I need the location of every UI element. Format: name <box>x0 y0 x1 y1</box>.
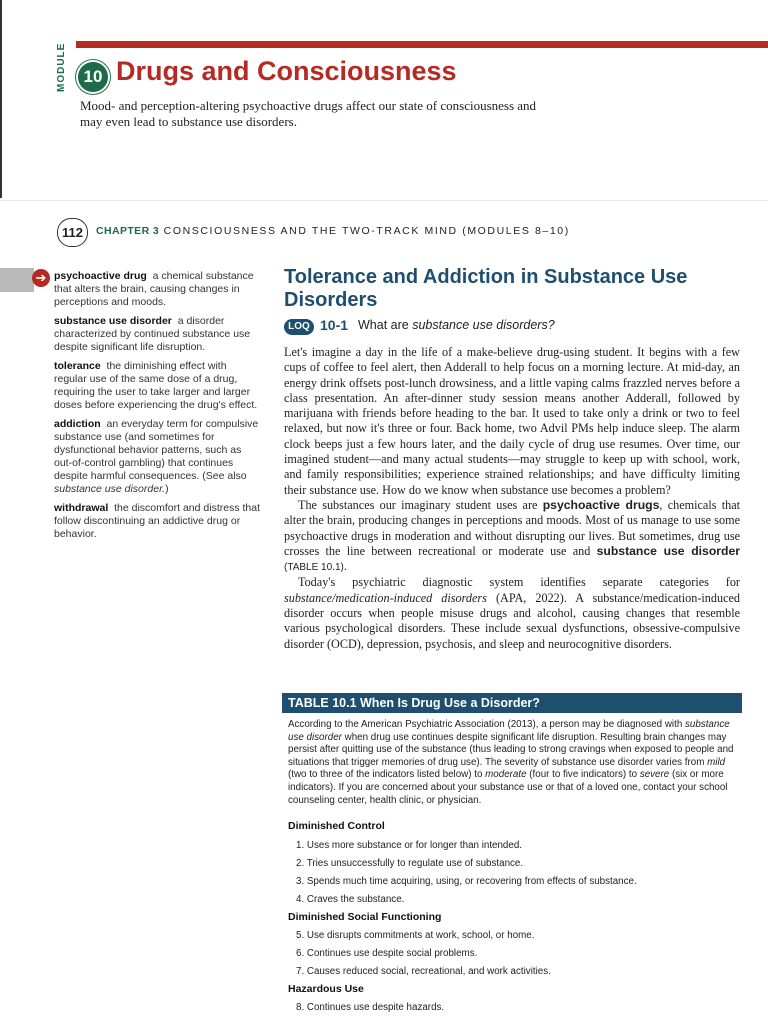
page-divider <box>0 200 768 201</box>
italic-term: moderate <box>485 769 527 781</box>
glossary-definition: the diminishing effect with regular use of the same dose of a drug, requiring the user to take larger and larger doses before experiencing the drug's effect. <box>54 360 258 411</box>
italic-term: mild <box>707 756 726 768</box>
table-criterion: 5. Use disrupts commitments at work, school, or home. <box>296 930 535 941</box>
glossary-entry <box>54 315 260 354</box>
glossary-entry <box>54 360 260 412</box>
glossary-term: substance use disorder <box>54 315 172 327</box>
paragraph <box>284 498 740 575</box>
text-run: (two to three of the indicators listed below) to <box>288 769 483 781</box>
glossary-term: withdrawal <box>54 502 109 514</box>
text-run: . <box>343 559 347 574</box>
table-criterion: 1. Uses more substance or for longer than intended. <box>296 840 523 851</box>
table-category: Diminished Control <box>288 820 385 832</box>
table-reference: (TABLE 10.1) <box>284 562 344 574</box>
loq-question-term: substance use disorders? <box>412 318 555 332</box>
text-run: (APA, 2022). A substance/medication-induced disorder occurs when people misuse drugs and alcohol, causing changes that resemble various psychological disorders. These include sexual dysfunctions, obsessive-compulsive disorder (OCD), depression, psychosis, and sleep and neurocognitive disorders. <box>284 590 741 651</box>
table-criterion: 3. Spends much time acquiring, using, or recovering from effects of substance. <box>296 876 637 887</box>
module-intro: Mood- and perception-altering psychoactive drugs affect our state of consciousness and may even lead to substance use disorders. <box>80 98 537 129</box>
glossary-entry <box>54 502 260 541</box>
glossary-definition: a disorder characterized by continued substance use despite significant life disruption. <box>54 315 251 353</box>
glossary-term: addiction <box>54 418 101 430</box>
glossary-definition: the discomfort and distress that follow discontinuing an addictive drug or behavior. <box>54 502 261 540</box>
glossary-close: ) <box>165 483 169 495</box>
binding-edge <box>0 0 2 198</box>
text-run: when drug use continues despite significant life disruption. Resulting brain changes may persist after quitting use of the substance (thus leading to strong cravings when exposed to people and situations that trigger memories of drug use). The severity of substance use disorder varies from <box>288 731 734 768</box>
margin-tab <box>0 268 34 292</box>
key-term: substance use disorder <box>596 543 740 558</box>
loq-question <box>358 318 555 332</box>
module-number: 10 <box>76 60 110 94</box>
table-criterion: 6. Continues use despite social problems. <box>296 948 478 959</box>
glossary-entry <box>54 418 260 496</box>
glossary-definition: an everyday term for compulsive substance use (and sometimes for dysfunctional behavior patterns, such as out-of-control gambling) that continues despite harmful consequences. (See also <box>54 418 259 482</box>
table-criterion: 2. Tries unsuccessfully to regulate use of substance. <box>296 858 524 869</box>
table-criterion: 8. Continues use despite hazards. <box>296 1002 445 1013</box>
italic-term: severe <box>639 769 670 781</box>
glossary-entry <box>54 270 260 309</box>
text-run: , chemicals that alter the brain, producing changes in perceptions and moods. Most of us manage to use some psychoactive drugs in moderation and without disrupting our lives. But sometimes, drug use crosses the line between recreational or moderate use and <box>284 497 741 558</box>
table-category: Diminished Social Functioning <box>288 911 442 923</box>
margin-glossary <box>54 270 260 547</box>
paragraph <box>284 575 740 651</box>
section-title: Tolerance and Addiction in Substance Use Disorders <box>284 266 688 311</box>
module-label-text: MODULE <box>56 42 67 92</box>
text-run: Today's psychiatric diagnostic system identifies separate categories for <box>298 575 740 590</box>
page-number: 112 <box>57 218 88 247</box>
text-run: The substances our imaginary student uses are <box>298 497 538 512</box>
glossary-term: tolerance <box>54 360 101 372</box>
table-category: Hazardous Use <box>288 983 364 995</box>
module-rule <box>76 41 768 48</box>
italic-term: substance use disorder <box>288 719 730 743</box>
module-label <box>52 34 74 94</box>
key-term: psychoactive drugs <box>542 497 660 512</box>
chapter-label: CHAPTER 3 <box>96 225 160 237</box>
loq-badge: LOQ <box>284 319 314 335</box>
table-intro <box>288 719 738 807</box>
glossary-definition: a chemical substance that alters the brain, causing changes in perceptions and moods. <box>54 270 254 308</box>
chapter-header <box>96 225 570 237</box>
chapter-title: CONSCIOUSNESS AND THE TWO-TRACK MIND (MODULES 8–10) <box>163 225 570 237</box>
text-run: (six or more indicators). If you are concerned about your substance use or that of a loved one, contact your school counseling center, health clinic, or physician. <box>288 769 728 806</box>
loq-number: 10-1 <box>320 317 349 333</box>
glossary-see-also: substance use disorder. <box>54 483 166 495</box>
module-title: Drugs and Consciousness <box>116 56 457 86</box>
table-criterion: 7. Causes reduced social, recreational, and work activities. <box>296 966 551 977</box>
loq-question-prefix: What are <box>358 318 409 332</box>
text-run: (four to five indicators) to <box>529 769 638 781</box>
text-run: According to the American Psychiatric Association (2013), a person may be diagnosed with <box>288 719 683 730</box>
glossary-term: psychoactive drug <box>54 270 147 282</box>
paragraph: Let's imagine a day in the life of a make-believe drug-using student. It begins with a few cups of coffee to feel alert, then Adderall to help focus on a morning lecture. At mid-day, an energy drink offsets post-lunch drowsiness, and a little vaping calms frazzled nerves before a class presentation. An after-dinner study session means another Adderall, followed by marijuana with friends before heading to the bar. It used to take only a drink or two to feel relaxed, but now it's three or four. Back home, two Advil PMs help induce sleep. The alarm clock beeps just a few hours later, and the daily cycle of drug use resumes. Over time, our imagined student—and many actual students—may struggle to keep up with school, work, and family responsibilities; experience strained relationships; and have difficulty limiting their substance use. How do we know when substance use becomes a problem? <box>284 345 740 497</box>
table-criterion: 4. Craves the substance. <box>296 894 405 905</box>
arrow-right-icon: ➔ <box>32 269 50 287</box>
body-text <box>284 345 740 652</box>
table-title: TABLE 10.1 When Is Drug Use a Disorder? <box>282 693 742 713</box>
italic-term: substance/medication-induced disorders <box>284 590 487 605</box>
